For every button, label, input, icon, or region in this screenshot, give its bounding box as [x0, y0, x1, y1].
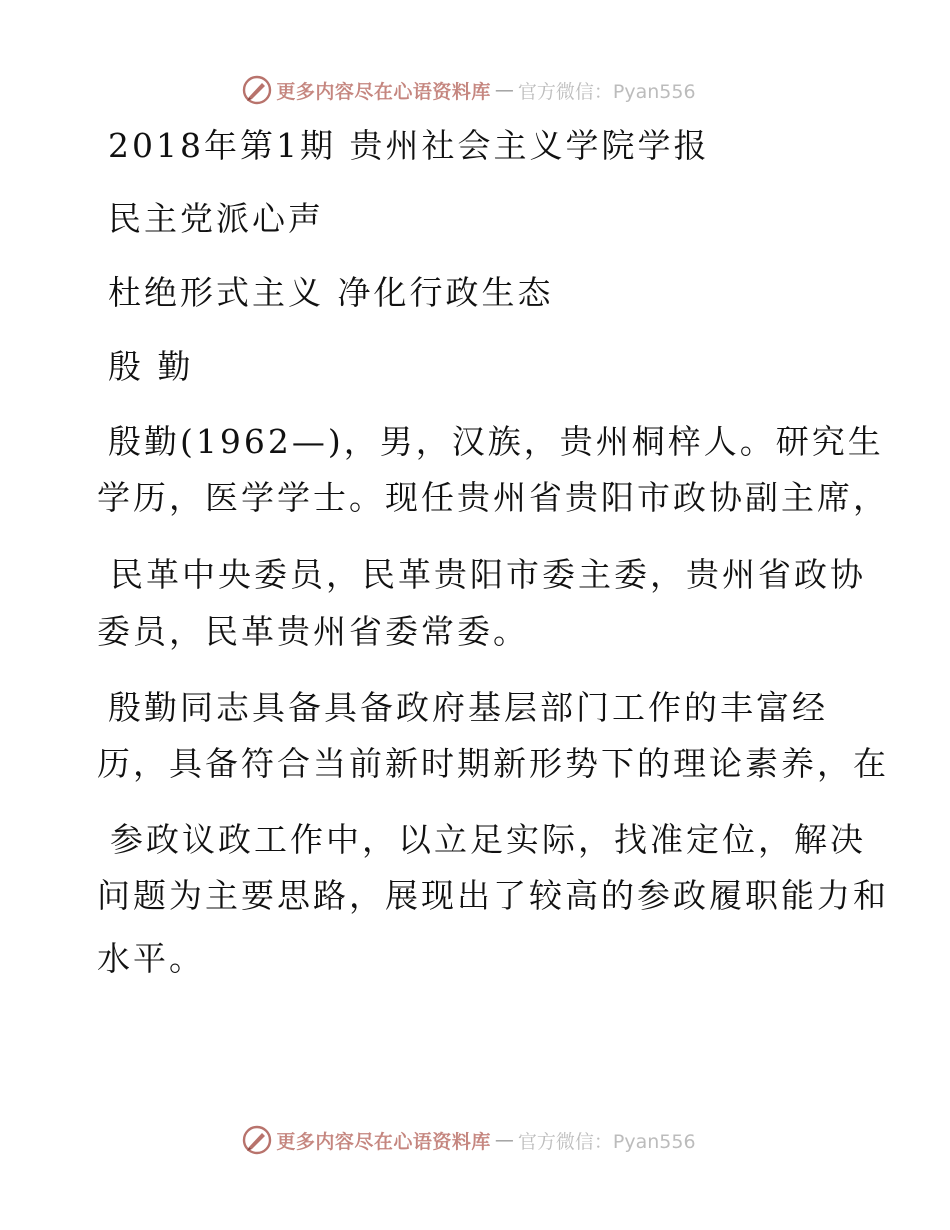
quill-pen-logo-icon [242, 1125, 272, 1155]
paragraph-line: 殷勤同志具备具备政府基层部门工作的丰富经 [108, 688, 828, 727]
quill-pen-logo-icon [242, 75, 272, 105]
watermark-banner-top [0, 70, 950, 110]
watermark-wechat-text: 官方微信：Pyan556 [517, 80, 696, 103]
bio-line: 殷勤(1962—)，男，汉族，贵州桐梓人。研究生 [108, 422, 884, 461]
watermark-site-text: 更多内容尽在心语资料库 [276, 80, 491, 103]
bio-line: 民革中央委员，民革贵阳市委主委，贵州省政协 [110, 555, 866, 594]
watermark-content [242, 75, 695, 105]
watermark-separator: — [494, 79, 514, 101]
watermark-banner-bottom [0, 1120, 950, 1160]
paragraph-line: 问题为主要思路，展现出了较高的参政履职能力和 [97, 876, 889, 915]
paragraph-line: 参政议政工作中，以立足实际，找准定位，解决 [110, 820, 866, 859]
article-title: 杜绝形式主义 净化行政生态 [108, 273, 554, 312]
author-name: 殷 勤 [108, 347, 194, 386]
watermark-site-text: 更多内容尽在心语资料库 [276, 1130, 491, 1153]
watermark-wechat-text: 官方微信：Pyan556 [517, 1130, 696, 1153]
journal-issue-line: 2018年第1期 贵州社会主义学院学报 [108, 126, 710, 165]
paragraph-line: 历，具备符合当前新时期新形势下的理论素养，在 [97, 744, 889, 783]
bio-line: 委员，民革贵州省委常委。 [97, 612, 529, 651]
bio-line: 学历，医学学士。现任贵州省贵阳市政协副主席， [97, 478, 889, 517]
paragraph-line: 水平。 [97, 939, 205, 978]
watermark-separator: — [494, 1129, 514, 1151]
column-heading: 民主党派心声 [108, 199, 324, 238]
watermark-content [242, 1125, 695, 1155]
